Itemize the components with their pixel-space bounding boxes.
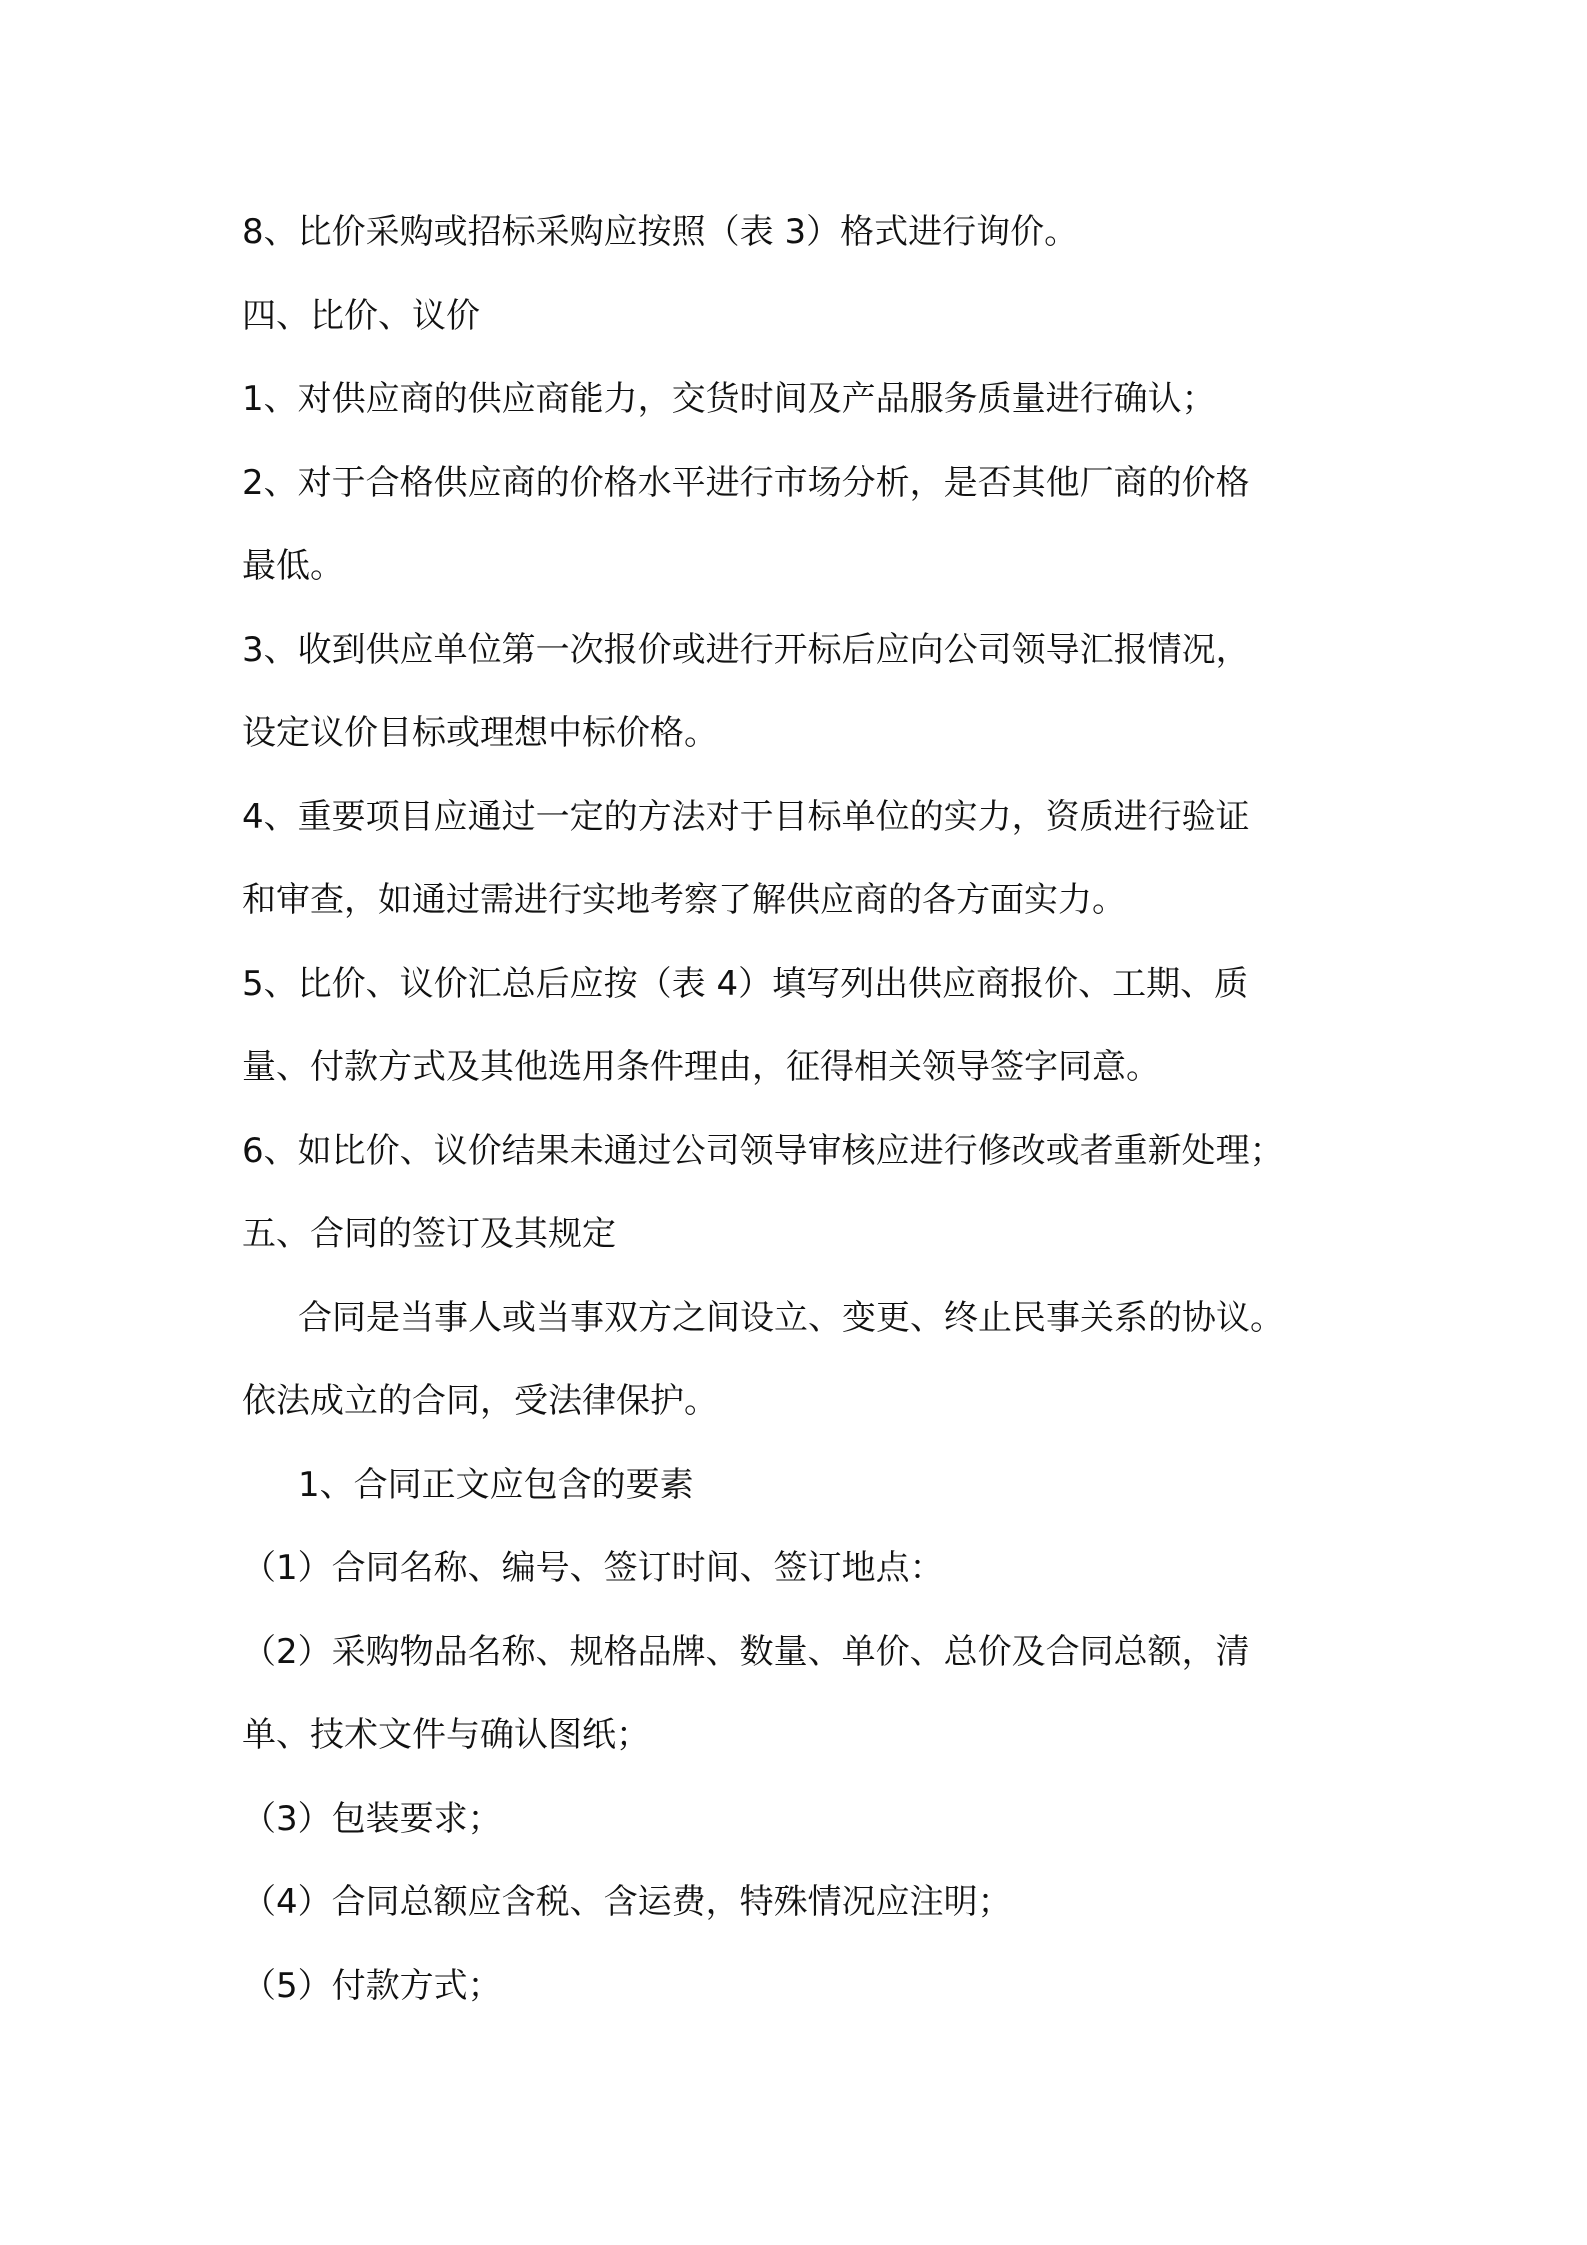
list-item: （4）合同总额应含税、含运费，特殊情况应注明； — [242, 1882, 1012, 1922]
section-heading: 五、合同的签订及其规定 — [242, 1214, 616, 1254]
text-line: 量、付款方式及其他选用条件理由，征得相关领导签字同意。 — [242, 1047, 1160, 1087]
text-line: 设定议价目标或理想中标价格。 — [242, 713, 718, 753]
text-line: 4、重要项目应通过一定的方法对于目标单位的实力，资质进行验证 — [242, 796, 1250, 837]
text-line: 2、对于合格供应商的价格水平进行市场分析，是否其他厂商的价格 — [242, 462, 1250, 503]
subsection-heading: 1、合同正文应包含的要素 — [298, 1464, 694, 1505]
list-item: （3）包装要求； — [242, 1798, 502, 1839]
document-body — [242, 207, 1362, 2044]
text-line: 和审查，如通过需进行实地考察了解供应商的各方面实力。 — [242, 880, 1126, 920]
paragraph-line: 合同是当事人或当事双方之间设立、变更、终止民事关系的协议。 — [298, 1297, 1284, 1338]
text-line: 5、比价、议价汇总后应按（表 4）填写列出供应商报价、工期、质 — [242, 963, 1249, 1004]
text-line: 1、对供应商的供应商能力，交货时间及产品服务质量进行确认； — [242, 379, 1216, 419]
list-item: （5）付款方式； — [242, 1965, 502, 2006]
text-line: 8、比价采购或招标采购应按照（表 3）格式进行询价。 — [242, 212, 1079, 252]
text-line: 最低。 — [242, 546, 344, 586]
paragraph-line: 依法成立的合同，受法律保护。 — [242, 1381, 718, 1421]
text-line: 3、收到供应单位第一次报价或进行开标后应向公司领导汇报情况， — [242, 629, 1250, 670]
list-item-continuation: 单、技术文件与确认图纸； — [242, 1715, 650, 1755]
text-line: 6、如比价、议价结果未通过公司领导审核应进行修改或者重新处理； — [242, 1130, 1284, 1171]
section-heading: 四、比价、议价 — [242, 295, 480, 336]
list-item: （2）采购物品名称、规格品牌、数量、单价、总价及合同总额，清 — [242, 1631, 1250, 1672]
list-item: （1）合同名称、编号、签订时间、签订地点： — [242, 1548, 944, 1588]
